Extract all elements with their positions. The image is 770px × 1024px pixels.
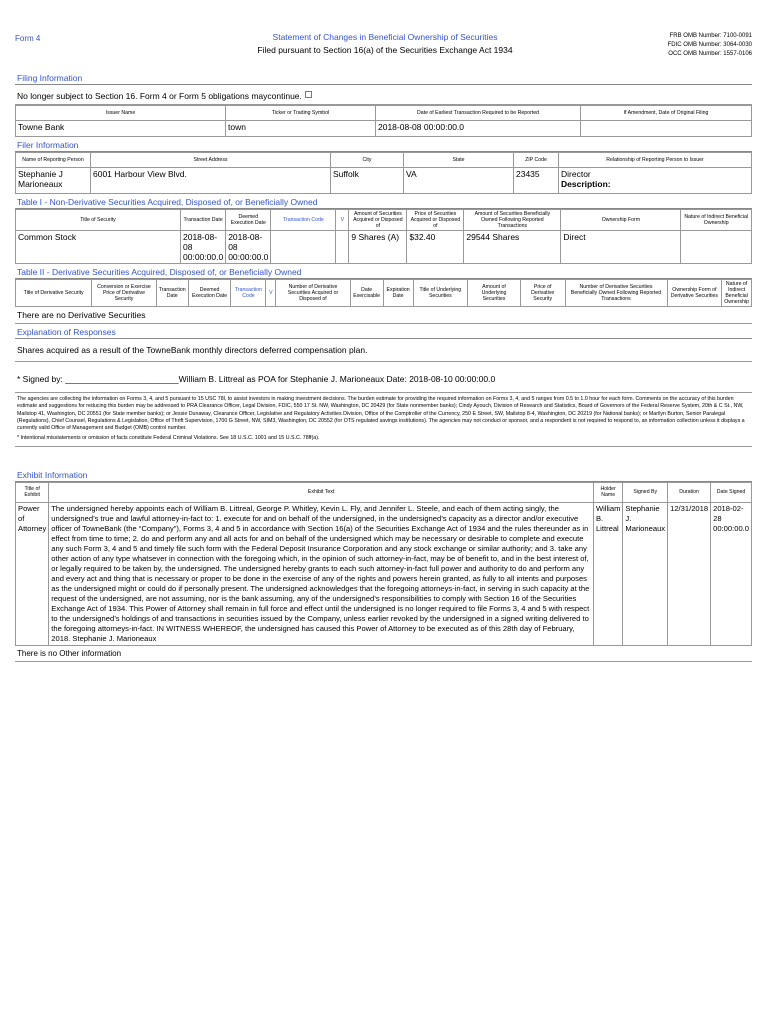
- col-reporting-person: Name of Reporting Person: [16, 153, 91, 168]
- ex-col-duration: Duration: [668, 482, 711, 502]
- exhibit-section-title: Exhibit Information: [15, 469, 752, 482]
- form-title: Statement of Changes in Beneficial Ownership of Securities: [272, 32, 498, 42]
- t1-col-owned: Amount of Securities Beneficially Owned Following Reported Transactions: [464, 210, 561, 231]
- amendment-date: [581, 121, 752, 137]
- t1-col-price: Price of Securities Acquired or Disposed of: [407, 210, 464, 231]
- form-page: [15, 30, 752, 662]
- t1-price: $32.40: [407, 231, 464, 264]
- t2-col-ownership-form: Ownership Form of Derivative Securities: [667, 280, 722, 307]
- no-derivatives: There are no Derivative Securities: [15, 307, 752, 324]
- ex-col-signed-by: Signed By: [623, 482, 668, 502]
- form-header: [15, 30, 752, 70]
- t1-col-code[interactable]: Transaction Code: [271, 210, 336, 231]
- ex-date-signed: 2018-02-28 00:00:00.0: [711, 502, 752, 645]
- col-earliest-date: Date of Earliest Transaction Required to be Reported: [376, 106, 581, 121]
- ex-col-title: Title of Exhibit: [16, 482, 49, 502]
- burden-statement: The agencies are collecting the information on Forms 3, 4, and 5 pursuant to 15 USC 78l, to assist investors in making investment decisions. The burden estimate for providing the required information on Forms 3, 4, and 5 ranges from 0.5 to 1.0 hour for each form. Comments on the accuracy of this burden estimate and suggestions for reducing this burden may be addressed to PRA Clearance Officer, Legal Division, FDIC, 550 17 St. NW, Washington, DC 20429 (for State nonmember banks); Cindy Ayouch, Division of Research and Statistics, Board of Governors of the Federal Reserve System, 20th & C St., NW, Mailstop 41, Washington, DC 20551 (for State member banks); or Jessie Dunaway, Clearance Officer, Legislative and Regulatory Activities Division, Office of the Comptroller of the Currency, 250 E Street, SW, Mailstop 8-4, Washington, DC 20219 (for National banks); or Marilyn Burton, Senior Paralegal (Regulations), Chief Counsel, Regulations & Legislation, Office of Thrift Supervision, 1700 G Street, NW, SIM3, Washington, DC 20552 (for OTS regulated savings institutions). The agencies may not conduct or sponsor, and a respondent is not required to respond to, an information collection unless it displays a currently valid Office of Management and Budget (OMB) control number.: [17, 396, 745, 432]
- t1-deemed-date: 2018-08-08 00:00:00.0: [226, 231, 271, 264]
- ticker-symbol: town: [226, 121, 376, 137]
- issuer-name: Towne Bank: [16, 121, 226, 137]
- explanation-text: Shares acquired as a result of the TowneBank monthly directors deferred compensation plan.: [15, 339, 752, 362]
- t1-col-deemed: Deemed Execution Date: [226, 210, 271, 231]
- city: Suffolk: [331, 168, 404, 194]
- ex-col-holder: Holder Name: [593, 482, 622, 502]
- relationship-value: Director: [561, 169, 591, 179]
- street-address: 6001 Harbour View Blvd.: [91, 168, 331, 194]
- t2-col-code[interactable]: Transaction Code: [231, 280, 266, 307]
- form-subtitle: Filed pursuant to Section 16(a) of the Securities Exchange Act 1934: [257, 45, 513, 55]
- col-amendment-date: If Amendment, Date of Original Filing: [581, 106, 752, 121]
- ex-text: The undersigned hereby appoints each of William B. Littreal, George P. Whitley, Kevin L. Fly, and Jennifer L. Steele, and each of them acting singly, the undersigned’s true and lawful attorney-in-fact to: 1. execute for and on behalf of the undersigned, in the undersigned’s capacity as a director and/or executive officer of TowneBank (the “Company”), Forms 3, 4 and 5 in accordance with Section 16(a) of the Securities Exchange Act of 1934 and the rules thereunder as in effect from time to time; 2. do and perform any and all acts for and on behalf of the undersigned which may be necessary or desirable to complete and execute any such Form 3, 4 and 5 and timely file such form with the Federal Deposit Insurance Corporation and any stock exchange or similar authority; and 3. take any other action of any type whatsever in connection with the foregoing which, in the opinion of such attorney-in-fact, may be of benefit to, and in the best interest of, or legally required to be taken by, the undersigned. The undersigned hereby grants to each such attorney-in-fact full power and authority to do and perform any and every act and thing that is necessary or proper to be done in the exercise of any of the rights and powers herein granted, as fully to all intents and purposes as the undersigned might or could do if personally present. The undersigned acknowledges that the foregoing attorneys-in-fact, in serving in such capacity at the request of the undersigned, are not assuming, nor is the bank assuming, any of the undersigned’s responsibilities to comply with Section 16 of the Securities Exchange Act of 1934. This Power of Attorney shall remain in full force and effect until the undersigned is no longer required to file Forms 3, 4 and 5 with respect to the undersigned’s holdings of and transactions in securities issued by the Company, unless earlier revoked by the undersigned in a signed writing delivered to the foregoing attorneys-in-fact. IN WITNESS WHEREOF, the undersigned has caused this Power of Attorney to be executed as of this 28th day of February, 2018. Stephanie J. Marioneaux: [49, 502, 594, 645]
- omb-occ: OCC OMB Number: 1557-0106: [668, 51, 752, 57]
- filing-section-title: Filing Information: [15, 72, 752, 85]
- state: VA: [404, 168, 514, 194]
- exhibit-table: [15, 482, 752, 646]
- t1-ownership-form: Direct: [561, 231, 681, 264]
- ex-col-text: Exhibit Text: [49, 482, 594, 502]
- no-longer-checkbox[interactable]: [305, 91, 312, 98]
- no-longer-line: [15, 85, 752, 105]
- t2-col-v[interactable]: V: [266, 280, 276, 307]
- earliest-date: 2018-08-08 00:00:00.0: [376, 121, 581, 137]
- t1-col-amount: Amount of Securities Acquired or Disposed of: [349, 210, 407, 231]
- t2-col-title: Title of Derivative Security: [16, 280, 92, 307]
- description-label: Description:: [561, 179, 611, 189]
- col-zip: ZIP Code: [514, 153, 559, 168]
- t2-col-conversion: Conversion or Exercise Price of Derivative Security: [92, 280, 156, 307]
- t2-col-exercisable: Date Exercisable: [350, 280, 383, 307]
- t2-col-deemed: Deemed Execution Date: [188, 280, 231, 307]
- t2-col-expiration: Expiration Date: [383, 280, 413, 307]
- t1-v: [336, 231, 349, 264]
- t2-col-number: Number of Derivative Securities Acquired or Disposed of: [276, 280, 350, 307]
- col-street: Street Address: [91, 153, 331, 168]
- explanation-section-title: Explanation of Responses: [15, 326, 752, 339]
- table2-section-title: Table II - Derivative Securities Acquired, Disposed of, or Beneficially Owned: [15, 266, 752, 279]
- filer-section-title: Filer Information: [15, 139, 752, 152]
- ex-col-date-signed: Date Signed: [711, 482, 752, 502]
- table2: [15, 279, 752, 307]
- no-longer-text: No longer subject to Section 16. Form 4 or Form 5 obligations maycontinue.: [17, 91, 302, 101]
- t1-code: [271, 231, 336, 264]
- t2-col-underlying-title: Title of Underlying Securities: [413, 280, 468, 307]
- omb-frb: FRB OMB Number: 7100-0091: [669, 33, 752, 39]
- signature-line: * Signed by: ________________________William B. Littreal as POA for Stephanie J. Marioneaux Date: 2018-08-10 00:00:00.0: [15, 362, 752, 393]
- col-ticker: Ticker or Trading Symbol: [226, 106, 376, 121]
- t2-col-underlying-amount: Amount of Underlying Securities: [468, 280, 521, 307]
- spacer: [15, 447, 752, 467]
- violation-footnote: * Intentional misstatements or omission of facts constitute Federal Criminal Violations. See 18 U.S.C. 1001 and 15 U.S.C. 78ff(a).: [15, 435, 752, 446]
- t1-transaction-date: 2018-08-08 00:00:00.0: [181, 231, 226, 264]
- t1-security: Common Stock: [16, 231, 181, 264]
- t2-col-price: Price of Derivative Security: [520, 280, 565, 307]
- relationship-cell: [559, 168, 752, 194]
- t1-col-title: Title of Security: [16, 210, 181, 231]
- t1-col-date: Transaction Date: [181, 210, 226, 231]
- t1-amount: 9 Shares (A): [349, 231, 407, 264]
- t1-nature: [681, 231, 752, 264]
- reporting-person: Stephanie J Marioneaux: [16, 168, 91, 194]
- t2-col-owned: Number of Derivative Securities Beneficially Owned Following Reported Transactions: [565, 280, 667, 307]
- no-other-info: There is no Other information: [15, 646, 752, 662]
- omb-fdic: FDIC OMB Number: 3064-0030: [667, 42, 752, 48]
- ex-duration: 12/31/2018: [668, 502, 711, 645]
- ex-title: Power of Attorney: [16, 502, 49, 645]
- col-issuer-name: Issuer Name: [16, 106, 226, 121]
- form-label: Form 4: [15, 34, 41, 43]
- col-city: City: [331, 153, 404, 168]
- col-state: State: [404, 153, 514, 168]
- table1-section-title: Table I - Non-Derivative Securities Acquired, Disposed of, or Beneficially Owned: [15, 196, 752, 209]
- filer-table: [15, 152, 752, 194]
- t1-col-ownership-form: Ownership Form: [561, 210, 681, 231]
- t1-owned: 29544 Shares: [464, 231, 561, 264]
- t1-col-v[interactable]: V: [336, 210, 349, 231]
- t2-col-nature: Nature of Indirect Beneficial Ownership: [722, 280, 752, 307]
- t1-col-nature: Nature of Indirect Beneficial Ownership: [681, 210, 752, 231]
- table1: [15, 209, 752, 264]
- form-title-block: [215, 32, 555, 55]
- omb-numbers: [668, 32, 752, 59]
- zip-code: 23435: [514, 168, 559, 194]
- ex-signed-by: Stephanie J. Marioneaux: [623, 502, 668, 645]
- col-relationship: Relationship of Reporting Person to Issuer: [559, 153, 752, 168]
- filing-table: [15, 105, 752, 137]
- ex-holder: William B. Littreal: [593, 502, 622, 645]
- t2-col-date: Transaction Date: [156, 280, 188, 307]
